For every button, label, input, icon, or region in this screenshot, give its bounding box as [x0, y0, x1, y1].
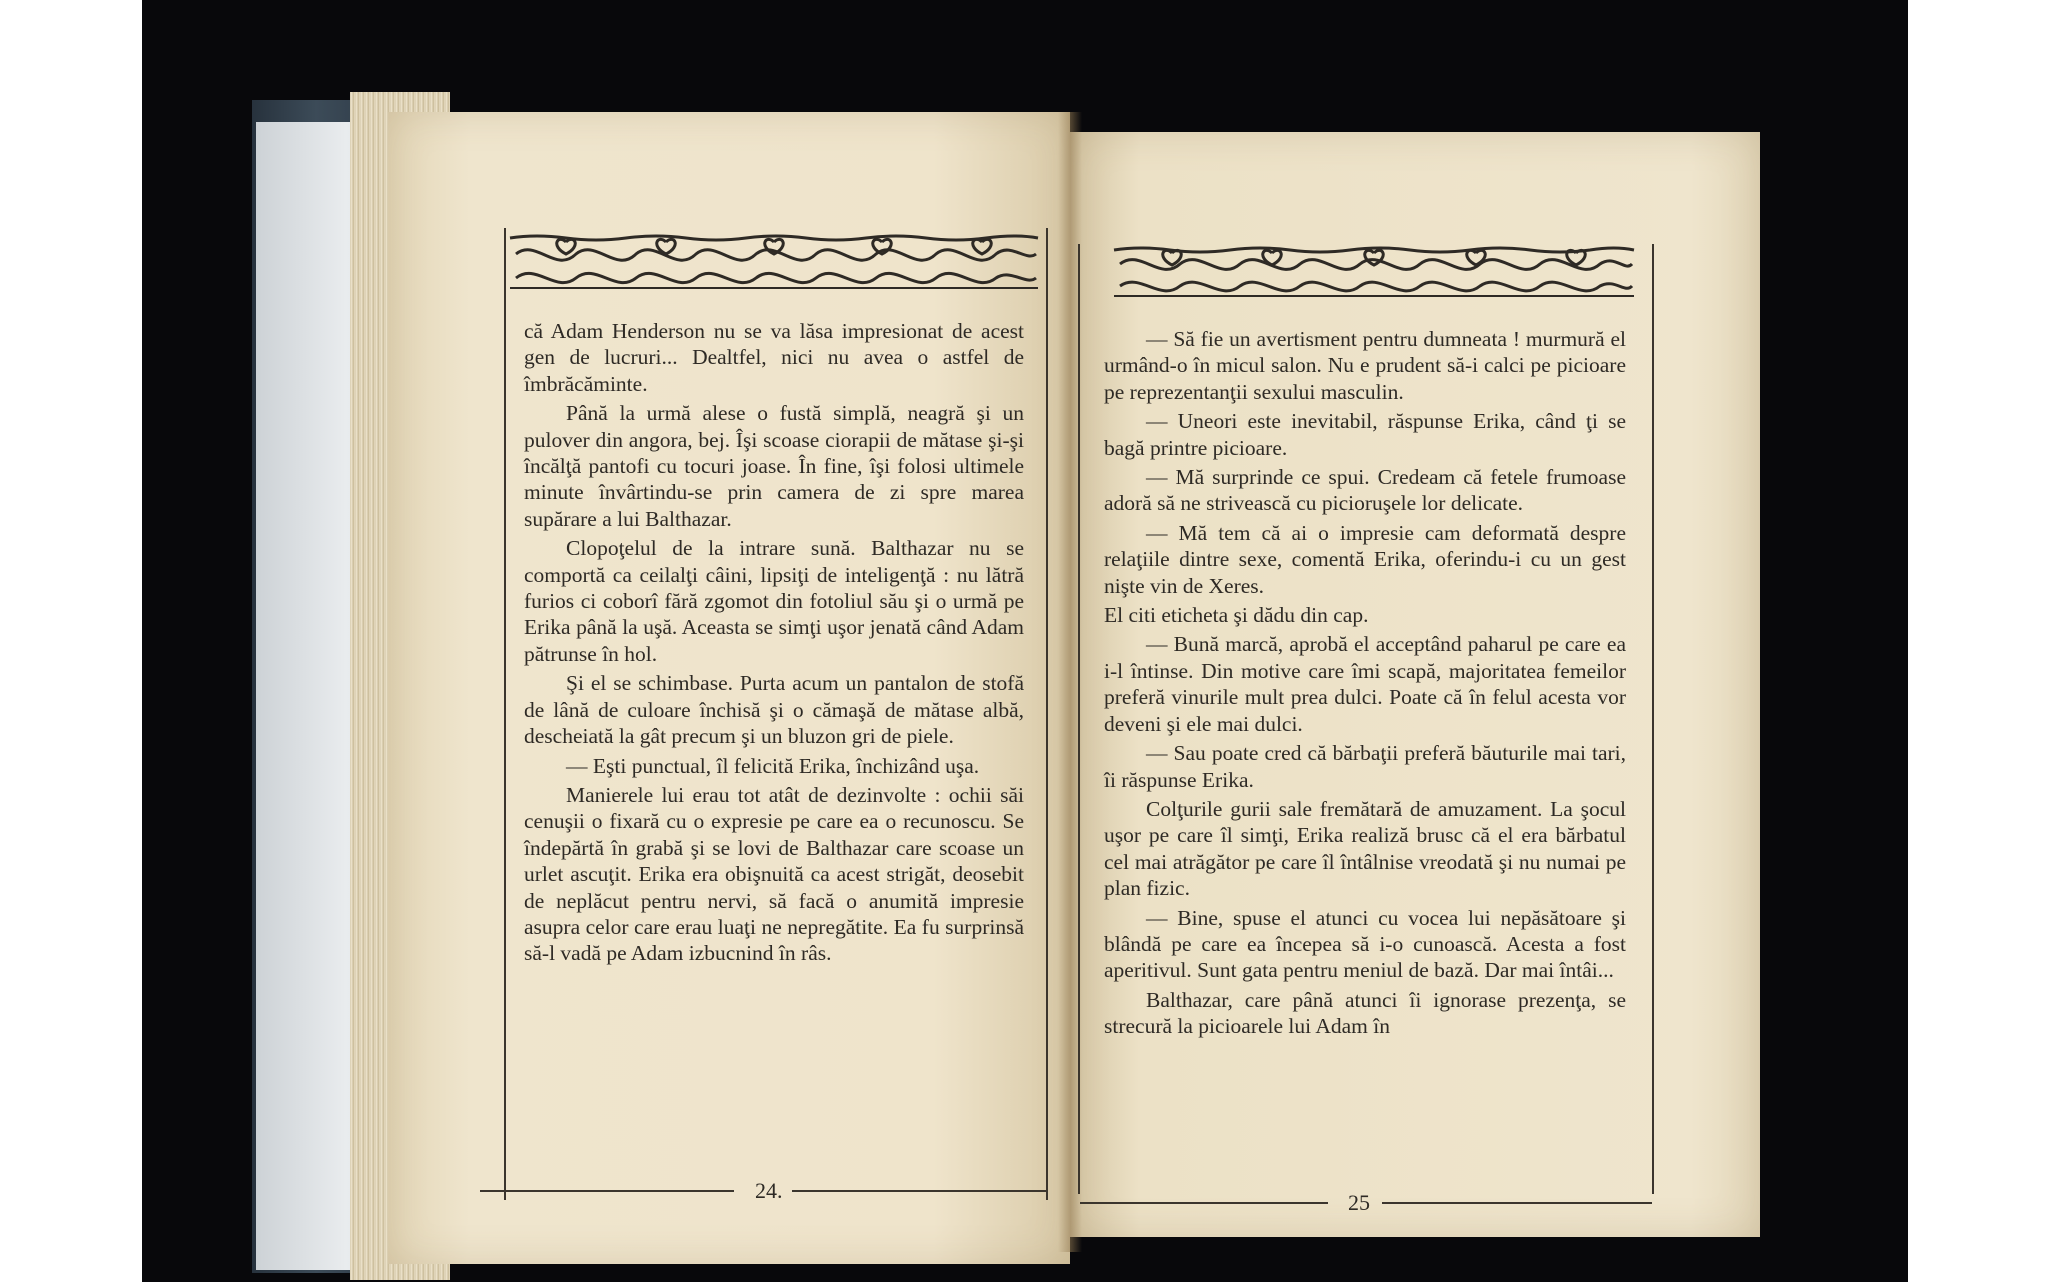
paragraph: Manierele lui erau tot atât de dezinvolte : ochii săi cenuşii o fixară cu o expresie pe care ea o recunoscu. Se îndepărtă în grabă şi se lovi de Balthazar care scoase un urlet ascuţit. Erika era obişnuită ca acest strigăt, deosebit de neplăcut pentru nervi, să facă o anumită impresie asupra celor care erau luaţi ne nepregătite. Ea fu surprinsă să-l vadă pe Adam izbucnind în râs. [524, 782, 1024, 966]
paragraph: că Adam Henderson nu se va lăsa impresionat de acest gen de lucruri... Dealtfel, nici nu avea o astfel de îmbrăcăminte. [524, 319, 1024, 396]
heart-knot-ornament-right [1110, 244, 1638, 302]
left-footer-rule [480, 1190, 734, 1192]
paragraph: — Bine, spuse el atunci cu vocea lui nepăsătoare şi blândă pe care ea începea să i-o cunoască. Acesta a fost aperitivul. Sunt gata pentru meniul de bază. Dar mai întâi... [1104, 905, 1626, 983]
paragraph: Clopoţelul de la intrare sună. Balthazar nu se comportă ca ceilalţi câini, lipsiţi de inteligenţă : nu lătră furios ci coborî fără zgomot din fotoliul său şi o urmă pe Erika până la uşă. Aceasta se simţi uşor jenată când Adam pătrunse în hol. [524, 536, 1024, 666]
right-footer-rule [1080, 1202, 1328, 1204]
page-number: 24. [755, 1178, 783, 1203]
right-footer-rule [1382, 1202, 1652, 1204]
paragraph: Colţurile gurii sale fremătară de amuzament. La şocul uşor pe care îl simţi, Erika realiză brusc că el era bărbatul cel mai atrăgător pe care îl întâlnise vreodată şi nu numai pe plan fizic. [1104, 796, 1626, 901]
paragraph: — Să fie un avertisment pentru dumneata ! murmură el urmând-o în micul salon. Nu e prudent să-i calci pe picioare pe reprezentanţii sexului masculin. [1104, 327, 1626, 404]
paragraph: — Uneori este inevitabil, răspunse Erika, când ţi se bagă printre picioare. [1104, 409, 1626, 460]
left-footer-rule [792, 1190, 1046, 1192]
paragraph: Până la urmă alese o fustă simplă, neagră şi un pulover din angora, bej. Îşi scoase ciorapii de mătase şi-şi încălţă pantofi cu tocuri joase. În fine, îşi folosi ultimele minute învârtindu-se prin camera de zi spre marea supărare a lui Balthazar. [524, 401, 1024, 531]
left-page-text [524, 318, 1024, 970]
paragraph: — Mă tem că ai o impresie cam deformată despre relaţiile dintre sexe, comentă Erika, oferindu-i cu un gest nişte vin de Xeres. [1104, 520, 1626, 598]
paragraph: — Bună marcă, aprobă el acceptând paharul pe care ea i-l întinse. Din motive care îmi scapă, majoritatea femeilor preferă vinurile mult prea dulci. Poate că în felul acesta vor deveni şi ele mai dulci. [1104, 632, 1626, 736]
paragraph: — Sau poate cred că bărbaţii preferă băuturile mai tari, îi răspunse Erika. [1104, 741, 1626, 792]
page-number: 25 [1348, 1190, 1370, 1215]
heart-knot-ornament-left [506, 232, 1042, 296]
paragraph: El citi eticheta şi dădu din cap. [1104, 603, 1369, 628]
paragraph: — Mă surprinde ce spui. Credeam că fetele frumoase adoră să ne strivească cu picioruşele lor delicate. [1104, 465, 1626, 516]
paragraph: — Eşti punctual, îl felicită Erika, închizând uşa. [566, 753, 980, 778]
paragraph: Balthazar, care până atunci îi ignorase prezenţa, se strecură la picioarele lui Adam în [1104, 987, 1626, 1039]
paragraph: Şi el se schimbase. Purta acum un pantalon de stofă de lână de culoare închisă şi o cămaşă de mătase albă, descheiată la gât precum şi un bluzon gri de piele. [524, 671, 1024, 749]
right-page-text [1104, 326, 1626, 1043]
